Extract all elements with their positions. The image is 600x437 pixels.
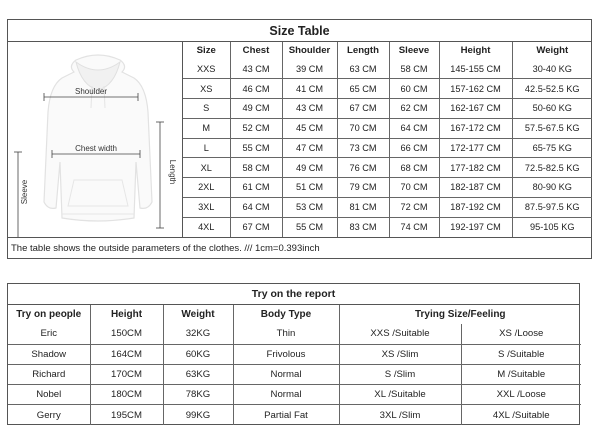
size-cell: 177-182 CM [439, 158, 512, 178]
hoodie-diagram [8, 42, 183, 237]
report-cell: XS /Loose [461, 324, 581, 344]
size-cell: 192-197 CM [439, 217, 512, 237]
size-cell: 62 CM [389, 99, 439, 119]
size-cell: 61 CM [230, 178, 282, 198]
length-label: Length [168, 159, 177, 185]
size-row [183, 138, 592, 158]
size-cell: 162-167 CM [439, 99, 512, 119]
size-cell: 95-105 KG [512, 217, 592, 237]
report-row [8, 344, 581, 364]
size-row [183, 118, 592, 138]
report-height-header: Height [90, 305, 163, 324]
report-cell: Nobel [8, 385, 90, 405]
report-weight-header: Weight [163, 305, 233, 324]
report-cell: Frivolous [233, 344, 339, 364]
size-cell: 43 CM [282, 99, 337, 119]
size-cell: 72 CM [389, 197, 439, 217]
report-cell: 180CM [90, 385, 163, 405]
report-row [8, 364, 581, 384]
size-cell: 64 CM [230, 197, 282, 217]
size-cell: 80-90 KG [512, 178, 592, 198]
shoulder-column-header: Shoulder [282, 42, 337, 59]
report-cell: Shadow [8, 344, 90, 364]
size-cell: 76 CM [337, 158, 389, 178]
size-cell: 79 CM [337, 178, 389, 198]
size-cell: 2XL [183, 178, 230, 198]
report-header-row [8, 305, 581, 324]
size-cell: 39 CM [282, 59, 337, 79]
size-cell: 70 CM [389, 178, 439, 198]
size-cell: 3XL [183, 197, 230, 217]
report-title: Try on the report [8, 284, 579, 305]
report-cell: S /Slim [339, 364, 461, 384]
size-cell: M [183, 118, 230, 138]
size-cell: 74 CM [389, 217, 439, 237]
size-cell: 50-60 KG [512, 99, 592, 119]
size-cell: 30-40 KG [512, 59, 592, 79]
hoodie-illustration [8, 42, 183, 237]
report-cell: Partial Fat [233, 405, 339, 425]
size-cell: XL [183, 158, 230, 178]
length-column-header: Length [337, 42, 389, 59]
size-cell: 51 CM [282, 178, 337, 198]
size-cell: 72.5-82.5 KG [512, 158, 592, 178]
size-cell: 65 CM [337, 79, 389, 99]
size-cell: 55 CM [230, 138, 282, 158]
size-cell: 55 CM [282, 217, 337, 237]
size-cell: 87.5-97.5 KG [512, 197, 592, 217]
size-cell: 167-172 CM [439, 118, 512, 138]
report-cell: Normal [233, 364, 339, 384]
report-cell: 150CM [90, 324, 163, 344]
size-cell: 49 CM [230, 99, 282, 119]
try-on-report-section [7, 283, 580, 425]
report-cell: XL /Suitable [339, 385, 461, 405]
size-cell: 157-162 CM [439, 79, 512, 99]
size-cell: 52 CM [230, 118, 282, 138]
size-cell: XXS [183, 59, 230, 79]
size-cell: 42.5-52.5 KG [512, 79, 592, 99]
body-type-header: Body Type [233, 305, 339, 324]
size-cell: 57.5-67.5 KG [512, 118, 592, 138]
report-cell: 195CM [90, 405, 163, 425]
size-table-title: Size Table [8, 20, 591, 42]
report-cell: 99KG [163, 405, 233, 425]
weight-column-header: Weight [512, 42, 592, 59]
report-cell: 63KG [163, 364, 233, 384]
size-cell: 66 CM [389, 138, 439, 158]
size-cell: 41 CM [282, 79, 337, 99]
size-cell: 60 CM [389, 79, 439, 99]
size-cell: 67 CM [230, 217, 282, 237]
report-cell: Gerry [8, 405, 90, 425]
size-cell: 145-155 CM [439, 59, 512, 79]
size-cell: 70 CM [337, 118, 389, 138]
size-table-section [7, 19, 592, 259]
size-cell: 46 CM [230, 79, 282, 99]
size-cell: 83 CM [337, 217, 389, 237]
size-cell: 47 CM [282, 138, 337, 158]
size-table-header-row [183, 42, 592, 59]
size-cell: L [183, 138, 230, 158]
size-cell: 73 CM [337, 138, 389, 158]
report-cell: 78KG [163, 385, 233, 405]
report-table-body [8, 324, 581, 425]
report-cell: M /Suitable [461, 364, 581, 384]
trying-size-feeling-header: Trying Size/Feeling [339, 305, 581, 324]
size-cell: 43 CM [230, 59, 282, 79]
report-row [8, 385, 581, 405]
size-cell: 53 CM [282, 197, 337, 217]
report-cell: 32KG [163, 324, 233, 344]
report-cell: S /Suitable [461, 344, 581, 364]
size-cell: 45 CM [282, 118, 337, 138]
report-cell: Richard [8, 364, 90, 384]
size-row [183, 79, 592, 99]
report-cell: 164CM [90, 344, 163, 364]
size-row [183, 59, 592, 79]
report-cell: 170CM [90, 364, 163, 384]
size-cell: 67 CM [337, 99, 389, 119]
size-row [183, 217, 592, 237]
try-on-people-header: Try on people [8, 305, 90, 324]
sleeve-label: Sleeve [20, 179, 29, 205]
size-cell: 49 CM [282, 158, 337, 178]
report-cell: 4XL /Suitable [461, 405, 581, 425]
report-row [8, 405, 581, 425]
size-row [183, 197, 592, 217]
sleeve-column-header: Sleeve [389, 42, 439, 59]
report-cell: Normal [233, 385, 339, 405]
report-cell: Thin [233, 324, 339, 344]
size-cell: 68 CM [389, 158, 439, 178]
size-cell: 58 CM [230, 158, 282, 178]
report-cell: 60KG [163, 344, 233, 364]
size-cell: S [183, 99, 230, 119]
chest-column-header: Chest [230, 42, 282, 59]
report-cell: XXL /Loose [461, 385, 581, 405]
size-table-note: The table shows the outside parameters of the clothes. /// 1cm=0.393inch [8, 237, 591, 258]
size-cell: 182-187 CM [439, 178, 512, 198]
size-row [183, 158, 592, 178]
size-cell: 64 CM [389, 118, 439, 138]
size-cell: 187-192 CM [439, 197, 512, 217]
chest-width-label: Chest width [75, 144, 117, 153]
size-row [183, 178, 592, 198]
report-cell: XS /Slim [339, 344, 461, 364]
report-cell: Eric [8, 324, 90, 344]
shoulder-label: Shoulder [74, 87, 108, 96]
size-chart-table [183, 42, 592, 237]
size-cell: 63 CM [337, 59, 389, 79]
report-cell: XXS /Suitable [339, 324, 461, 344]
size-column-header: Size [183, 42, 230, 59]
size-cell: 172-177 CM [439, 138, 512, 158]
height-column-header: Height [439, 42, 512, 59]
report-row [8, 324, 581, 344]
size-cell: 58 CM [389, 59, 439, 79]
size-cell: 65-75 KG [512, 138, 592, 158]
size-cell: 81 CM [337, 197, 389, 217]
size-table-body [183, 59, 592, 237]
size-row [183, 99, 592, 119]
size-cell: 4XL [183, 217, 230, 237]
try-on-report-table [8, 305, 581, 425]
report-cell: 3XL /Slim [339, 405, 461, 425]
size-cell: XS [183, 79, 230, 99]
